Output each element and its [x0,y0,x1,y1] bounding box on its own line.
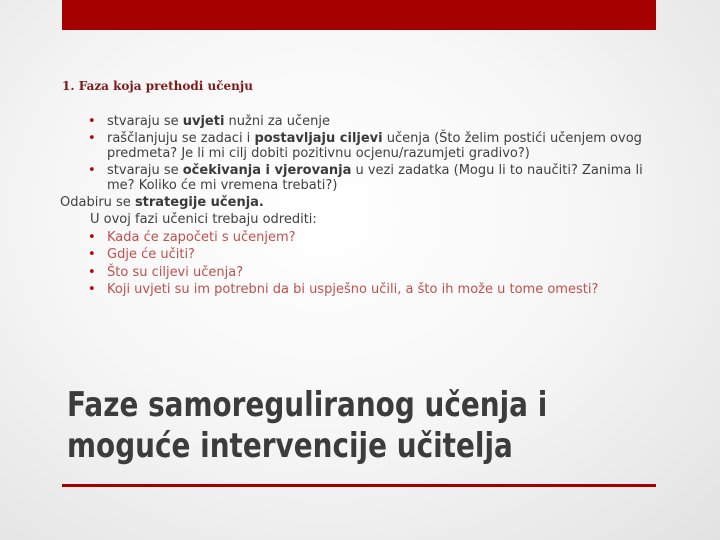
slide-title-line-2: moguće intervencije učitelja [67,426,513,466]
line-text: učenja (Što želim postići učenjem ovog predmeta? Je li mi cilj dobiti pozitivnu ocjenu/razumjeti gradivo?) [107,131,642,161]
bullet-icon: • [88,264,96,280]
bullet-item [60,283,660,297]
bullet-item [60,266,660,280]
bullet-icon: • [88,131,96,147]
emphasis-text: uvjeti [182,114,225,129]
bullet-item [60,132,660,161]
emphasis-text: strategije učenja. [134,195,264,211]
line-text: Kada će započeti s učenjem? [107,229,296,245]
line-text: Što su ciljevi učenja? [107,264,244,280]
line-text: stvaraju se [107,163,183,179]
bullet-item [60,164,660,193]
top-accent-bar [62,0,656,30]
slide-title [67,385,559,467]
bullet-icon: • [88,247,96,263]
section-heading: 1. Faza koja prethodi učenju [62,79,253,93]
line-text: nužni za učenje [224,114,330,129]
slide-body [60,115,660,300]
bullet-item [60,115,660,129]
line-text: Koji uvjeti su im potrebni da bi uspješno učili, a što ih može u tome omesti? [107,282,599,298]
title-underline [62,484,656,487]
line-text: Gdje će učiti? [107,247,195,263]
bullet-item [60,231,660,245]
bullet-icon: • [88,282,96,298]
line-text: U ovoj fazi učenici trebaju odrediti: [90,212,317,228]
bullet-icon: • [88,229,96,245]
line-text: stvaraju se [107,114,183,129]
bullet-item [60,248,660,262]
line-text: Odabiru se [60,195,135,211]
bullet-icon: • [88,114,96,129]
slide-title-line-1: Faze samoreguliranog učenja i [67,385,548,425]
bullet-icon: • [88,163,96,179]
line-text: u vezi zadatka (Mogu li to naučiti? Zanima li me? Koliko će mi vremena trebati?) [107,163,643,193]
line-text: raščlanjuju se zadaci i [107,131,255,147]
paragraph-line [60,196,660,210]
emphasis-text: očekivanja i vjerovanja [182,163,352,179]
emphasis-text: postavljaju ciljevi [254,131,383,147]
paragraph-line [60,213,660,227]
